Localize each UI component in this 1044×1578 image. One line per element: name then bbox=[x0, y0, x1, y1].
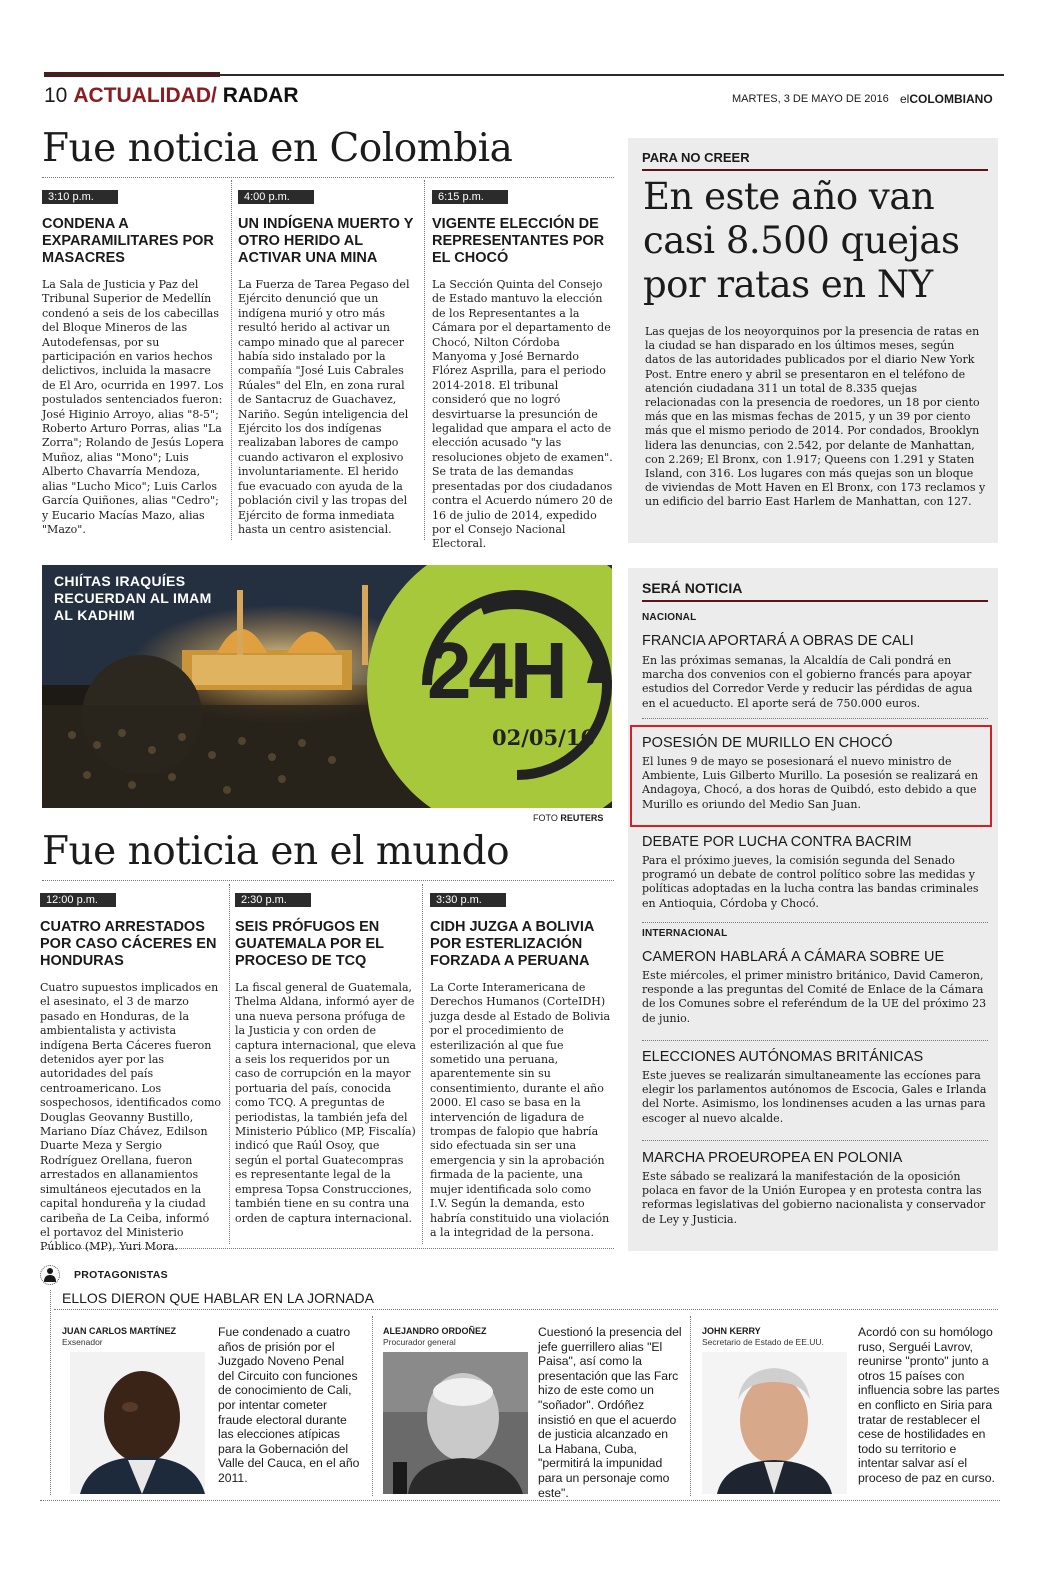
sera-noticia-body: El lunes 9 de mayo se posesionará el nuevo ministro de Ambiente, Luis Gilberto Murillo. La posesión se realizará en Andagoya, Chocó, a dos horas de Quibdó, esto debido a que Murillo es oriundo del Medio San Juan. bbox=[642, 755, 979, 811]
section-name: ACTUALIDAD/ bbox=[73, 84, 217, 107]
article-body: La Sala de Justicia y Paz del Tribunal Superior de Medellín condenó a seis de los cabecillas del Bloque Mineros de las Autodefensas, por su participación en varios hechos delictivos, incluida la masacre de El Aro, ocurrida en 1997. Los postulados sentenciados fueron: José Higinio Arroyo, alias "8-5"; Roberto Arturo Porras, alias "La Zorra"; Rolando de Jesús Lopera Muñoz, alias "Mono"; Luis Alberto Chavarría Mendoza, alias "Lucho Mico"; Luis Carlos García Quiñones, alias "Cedro"; y Eucario Macías Mazo, alias "Mazo". bbox=[42, 278, 224, 536]
article-headline: UN INDÍGENA MUERTO Y OTRO HERIDO AL ACTIVAR UNA MINA bbox=[238, 216, 414, 266]
protagonistas-label: PROTAGONISTAS bbox=[74, 1269, 168, 1281]
person-quote: Acordó con su homólogo ruso, Serguéi Lavrov, reunirse "pronto" junto a otros 15 países con influencia sobre las partes en conflicto en Siria para tratar de restablecer el cese de hostilidades en todo su territorio e intentar salvar así el proceso de paz en curso. bbox=[858, 1325, 1000, 1485]
article-body: La Sección Quinta del Consejo de Estado mantuvo la elección de los Representantes a la Cámara por el departamento de Chocó, Nilton Córdoba Manyoma y José Bernardo Flórez Asprilla, para el periodo 2014-2018. El tribunal consideró que no logró desvirtuarse la presunción de legalidad que ampara el acto de elección acusado "y las resoluciones objeto de examen". Se trata de las demandas presentadas por dos ciudadanos contra el Acuerdo número 20 de 16 de julio de 2014, expedido por el Consejo Nacional Electoral. bbox=[432, 278, 613, 551]
category-label: NACIONAL bbox=[642, 612, 697, 623]
article-body: Cuatro supuestos implicados en el asesinato, el 3 de marzo pasado en Honduras, de la ambientalista y activista indígena Berta Cáceres fueron detenidos ayer por las autoridades del país centroamericano. Los sospechosos, identificados como Douglas Geovanny Bustillo, Mariano Díaz Chávez, Edilson Duarte Meza y Sergio Rodríguez Orellana, fueron arrestados en allanamientos simultáneos ejecutados en la capital hondureña y la ciudad caribeña de La Ceiba, informó el portavoz del Ministerio Público (MP), Yuri Mora. bbox=[40, 981, 222, 1254]
sera-noticia-headline: FRANCIA APORTARÁ A OBRAS DE CALI bbox=[642, 633, 914, 649]
24h-badge: 24H bbox=[427, 626, 565, 715]
mundo-section-title: Fue noticia en el mundo bbox=[42, 829, 510, 874]
item-divider bbox=[642, 1140, 988, 1141]
colombia-section-title: Fue noticia en Colombia bbox=[42, 126, 513, 171]
nyc-headline: En este año van casi 8.500 quejas por ratas en NY bbox=[643, 175, 960, 306]
time-badge: 3:30 p.m. bbox=[430, 893, 506, 907]
sera-noticia-headline: ELECCIONES AUTÓNOMAS BRITÁNICAS bbox=[642, 1049, 924, 1065]
time-badge: 2:30 p.m. bbox=[235, 893, 311, 907]
person-name: JOHN KERRY bbox=[702, 1326, 761, 1336]
photo-credit bbox=[533, 813, 603, 823]
person-name: JUAN CARLOS MARTÍNEZ bbox=[62, 1326, 176, 1336]
person-portrait bbox=[702, 1352, 847, 1494]
sera-noticia-body: Este jueves se realizarán simultaneamente las eccíones para elegir los parlamentos autónomos de Escocia, Gales e Irlanda del Norte. Asimismo, los londinenses acuden a las urnas para escoger al nuevo alcalde. bbox=[642, 1069, 987, 1125]
person-quote: Fue condenado a cuatro años de prisión por el Juzgado Noveno Penal del Circuito con funciones de conocimiento de Cali, por intentar cometer fraude electoral durante las elecciones atípicas para la Gobernación del Valle del Cauca, en el año 2011. bbox=[218, 1325, 360, 1485]
header-rule bbox=[44, 74, 1004, 76]
item-divider bbox=[642, 718, 988, 719]
newspaper-name-main: COLOMBIANO bbox=[909, 92, 993, 106]
column-divider bbox=[231, 180, 232, 540]
sera-noticia-headline: CAMERON HABLARÁ A CÁMARA SOBRE UE bbox=[642, 949, 945, 965]
article-headline: CONDENA A EXPARAMILITARES POR MASACRES bbox=[42, 216, 214, 266]
sera-noticia-rule bbox=[642, 600, 988, 602]
24h-date: 02/05/16 bbox=[492, 725, 596, 750]
article-body: La Corte Interamericana de Derechos Humanos (CorteIDH) juzga desde al Estado de Bolivia por el procedimiento de esterilización al que fue sometido una peruana, aparentemente sin su consentimiento, durante el año 2000. El caso se basa en la intervención de ligadura de trompas de falopio que habría sido efectuada sin ser una emergencia y sin la aprobación firmada de la paciente, una mujer identificada solo como I.V. Según la demanda, esto habría constituido una violación a la integridad de la persona. bbox=[430, 981, 611, 1239]
article-headline: SEIS PRÓFUGOS EN GUATEMALA POR EL PROCESO DE TCQ bbox=[235, 919, 384, 969]
news-photo bbox=[42, 565, 612, 808]
colombia-divider bbox=[42, 177, 614, 178]
person-icon bbox=[40, 1265, 60, 1285]
newspaper-name-prefix: el bbox=[900, 92, 910, 106]
column-divider bbox=[372, 1316, 373, 1496]
sera-noticia-body: Este miércoles, el primer ministro británico, David Cameron, responde a las preguntas del Comité de Enlace de la Cámara de los Comunes sobre el referéndum de la UE del próximo 23 de junio. bbox=[642, 969, 987, 1025]
time-badge: 12:00 p.m. bbox=[40, 893, 116, 907]
column-divider bbox=[229, 884, 230, 1244]
item-divider bbox=[642, 1040, 988, 1041]
article-headline: CIDH JUZGA A BOLIVIA POR ESTERLIZACIÓN FORZADA A PERUANA bbox=[430, 919, 594, 969]
person-quote: Cuestionó la presencia del jefe guerrillero alias "El Paisa", así como la presentación que las Farc hizo de este como un "soñador". Ordóñez insistió en que el acuerdo de justicia alcanzado en La Habana, Cuba, "permitirá la impunidad para un personaje como este". bbox=[538, 1325, 682, 1500]
item-divider bbox=[642, 922, 988, 923]
page-number: 10 bbox=[44, 84, 68, 107]
protagonistas-rule bbox=[50, 1290, 51, 1495]
column-divider bbox=[422, 884, 423, 1244]
photo-caption: CHIÍTAS IRAQUÍES RECUERDAN AL IMAM AL KADHIM bbox=[54, 573, 212, 623]
issue-date: MARTES, 3 DE MAYO DE 2016 bbox=[732, 93, 889, 105]
sera-noticia-headline: POSESIÓN DE MURILLO EN CHOCÓ bbox=[642, 735, 893, 751]
article-headline: CUATRO ARRESTADOS POR CASO CÁCERES EN HONDURAS bbox=[40, 919, 217, 969]
person-portrait bbox=[383, 1352, 528, 1494]
article-body: La Fuerza de Tarea Pegaso del Ejército denunció que un indígena murió y otro más resultó herido al activar un campo minado que al parecer había sido instalado por la compañía "José Luis Cabrales Rúales" del Eln, en zona rural de Santacruz de Guachavez, Nariño. Según inteligencia del Ejército los dos indígenas realizaban labores de campo cuando activaron el explosivo involuntariamente. El herido fue evacuado con ayuda de la población civil y las tropas del Ejército de forma inmediata hasta un centro asistencial. bbox=[238, 278, 410, 536]
nyc-body: Las quejas de los neoyorquinos por la presencia de ratas en la ciudad se han disparado en los últimos meses, según datos de las autoridades publicados por el diario New York Post. Entre enero y abril se presentaron en el teléfono de atención ciudadana 311 un total de 8.335 quejas relacionadas con la presencia de roedores, un 18 por ciento más que en las mismas fechas de 2015, y un 39 por ciento más que el mismo periodo de 2014. Por condados, Brooklyn lidera las denuncias, con 2.542, por delante de Manhattan, con 2.269; El Bronx, con 1.917; Queens con 1.291 y Staten Island, con 316. Los lugares con más quejas son un bloque de viviendas de Mott Haven en El Bronx, con 173 reclamos y un edificio del barrio East Harlem de Manhattan, con 127. bbox=[645, 325, 986, 509]
column-divider bbox=[424, 180, 425, 540]
protagonistas-divider bbox=[54, 1309, 998, 1310]
protagonistas-subtitle: ELLOS DIERON QUE HABLAR EN LA JORNADA bbox=[62, 1290, 374, 1306]
photo-credit-label: FOTO bbox=[533, 813, 558, 823]
newspaper-name bbox=[900, 92, 993, 106]
sera-noticia-body: Este sábado se realizará la manifestación de la oposición polaca en favor de la Unión Europea y en protesta contra las reformas legislativas del gobierno nacionalista y conservador de Ley y Justicia. bbox=[642, 1170, 986, 1226]
time-badge: 3:10 p.m. bbox=[42, 190, 118, 204]
time-badge: 4:00 p.m. bbox=[238, 190, 314, 204]
section-header bbox=[44, 84, 299, 108]
nyc-kicker: PARA NO CREER bbox=[642, 150, 750, 165]
photo-credit-source: REUTERS bbox=[560, 813, 604, 823]
subsection-name: RADAR bbox=[222, 84, 299, 107]
sera-noticia-body: En las próximas semanas, la Alcaldía de Cali pondrá en marcha dos convenios con el gobierno francés para apoyar estudios del Corredor Verde y reducir las pérdidas de agua en el acueducto. El aporte será de 750.000 euros. bbox=[642, 654, 973, 710]
person-role: Secretario de Estado de EE.UU. bbox=[702, 1337, 824, 1347]
mundo-divider bbox=[42, 880, 614, 881]
person-name: ALEJANDRO ORDOÑEZ bbox=[383, 1326, 487, 1336]
sera-noticia-kicker: SERÁ NOTICIA bbox=[642, 580, 743, 596]
sera-noticia-body: Para el próximo jueves, la comisión segunda del Senado programó un debate de control político sobre las medidas y políticas adoptadas en la lucha contra las bandas criminales en Antioquia, Córdoba y Chocó. bbox=[642, 854, 979, 910]
time-badge: 6:15 p.m. bbox=[432, 190, 508, 204]
category-label: INTERNACIONAL bbox=[642, 928, 728, 939]
sera-noticia-headline: MARCHA PROEUROPEA EN POLONIA bbox=[642, 1150, 903, 1166]
article-headline: VIGENTE ELECCIÓN DE REPRESENTANTES POR EL CHOCÓ bbox=[432, 216, 605, 266]
article-body: La fiscal general de Guatemala, Thelma Aldana, informó ayer de una nueva persona prófuga de la Justicia y con orden de captura internacional, que eleva a seis los requeridos por un caso de corrupción en la mayor portuaria del país, conocida como TCQ. A preguntas de periodistas, la también jefa del Ministerio Público (MP, Fiscalía) indicó que Raúl Osoy, que según el portal Guatecompras es representante legal de la empresa Topsa Construcciones, también tiene en su contra una orden de captura internacional. bbox=[235, 981, 416, 1225]
page-bottom-rule bbox=[40, 1500, 1000, 1501]
sera-noticia-headline: DEBATE POR LUCHA CONTRA BACRIM bbox=[642, 834, 912, 850]
column-divider bbox=[690, 1316, 691, 1496]
person-role: Exsenador bbox=[62, 1337, 103, 1347]
nyc-kicker-rule bbox=[642, 169, 988, 171]
person-portrait bbox=[70, 1352, 205, 1494]
person-role: Procurador general bbox=[383, 1337, 456, 1347]
